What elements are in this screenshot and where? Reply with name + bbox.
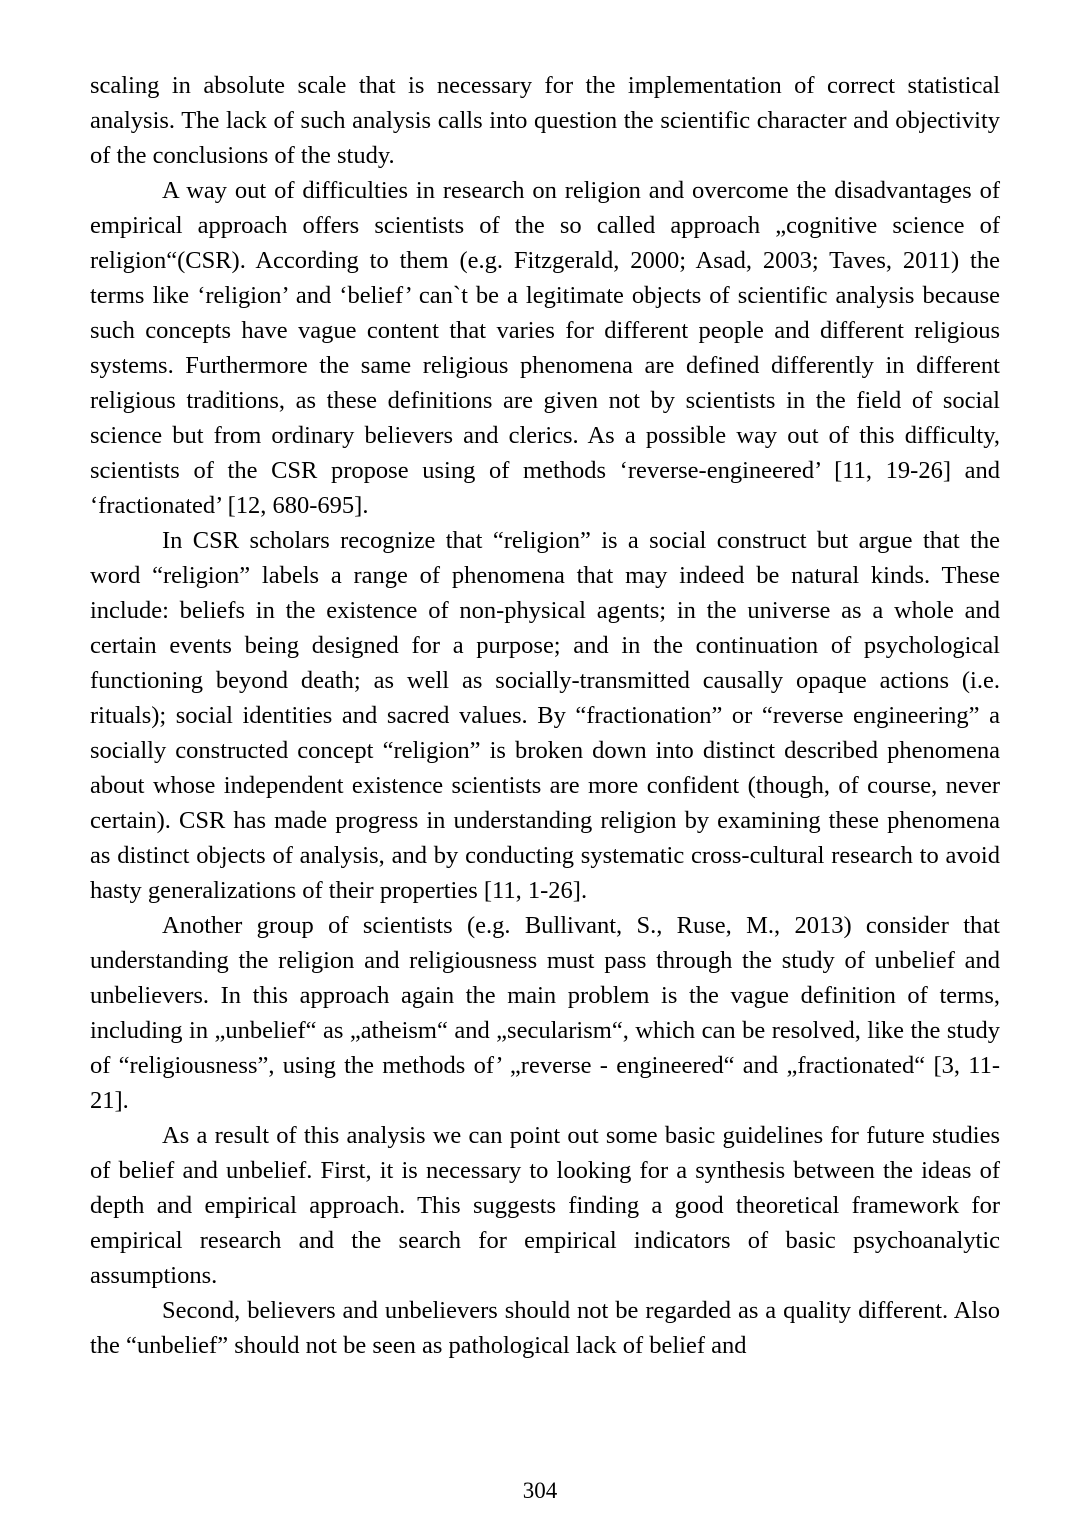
page-number: 304 xyxy=(522,1478,558,1503)
paragraph: Another group of scientists (e.g. Bullivant, S., Ruse, M., 2013) consider that understanding the religion and religiousness must pass through the study of unbelief and unbelievers. In this approach again the main problem is the vague definition of terms, including in „unbelief“ as „atheism“ and „secularism“, which can be resolved, like the study of “religiousness”, using the methods of’ „reverse - engineered“ and „fractionated“ [3, 11-21]. xyxy=(90,912,1000,1114)
body-text xyxy=(90,68,1000,1363)
paragraph: Second, believers and unbelievers should not be regarded as a quality different. Also the “unbelief” should not be seen as pathological lack of belief and xyxy=(90,1297,1000,1359)
paragraph: In CSR scholars recognize that “religion” is a social construct but argue that the word “religion” labels a range of phenomena that may indeed be natural kinds. These include: beliefs in the existence of non-physical agents; in the universe as a whole and certain events being designed for a purpose; and in the continuation of psychological functioning beyond death; as well as socially-transmitted causally opaque actions (i.e. rituals); social identities and sacred values. By “fractionation” or “reverse engineering” a socially constructed concept “religion” is broken down into distinct described phenomena about whose independent existence scientists are more confident (though, of course, never certain). CSR has made progress in understanding religion by examining these phenomena as distinct objects of analysis, and by conducting systematic cross-cultural research to avoid hasty generalizations of their properties [11, 1-26]. xyxy=(90,527,1000,904)
paragraph: As a result of this analysis we can point out some basic guidelines for future studies of belief and unbelief. First, it is necessary to looking for a synthesis between the ideas of depth and empirical approach. This suggests finding a good theoretical framework for empirical research and the search for empirical indicators of basic psychoanalytic assumptions. xyxy=(90,1122,1000,1289)
paragraph: A way out of difficulties in research on religion and overcome the disadvantages of empirical approach offers scientists of the so called approach „cognitive science of religion“(CSR). According to them (e.g. Fitzgerald, 2000; Asad, 2003; Taves, 2011) the terms like ‘religion’ and ‘belief’ can`t be a legitimate objects of scientific analysis because such concepts have vague content that varies for different people and different religious systems. Furthermore the same religious phenomena are defined differently in different religious traditions, as these definitions are given not by scientists in the field of social science but from ordinary believers and clerics. As a possible way out of this difficulty, scientists of the CSR propose using of methods ‘reverse-engineered’ [11, 19-26] and ‘fractionated’ [12, 680-695]. xyxy=(90,177,1000,519)
paragraph: scaling in absolute scale that is necessary for the implementation of correct statistical analysis. The lack of such analysis calls into question the scientific character and objectivity of the conclusions of the study. xyxy=(90,72,1000,169)
